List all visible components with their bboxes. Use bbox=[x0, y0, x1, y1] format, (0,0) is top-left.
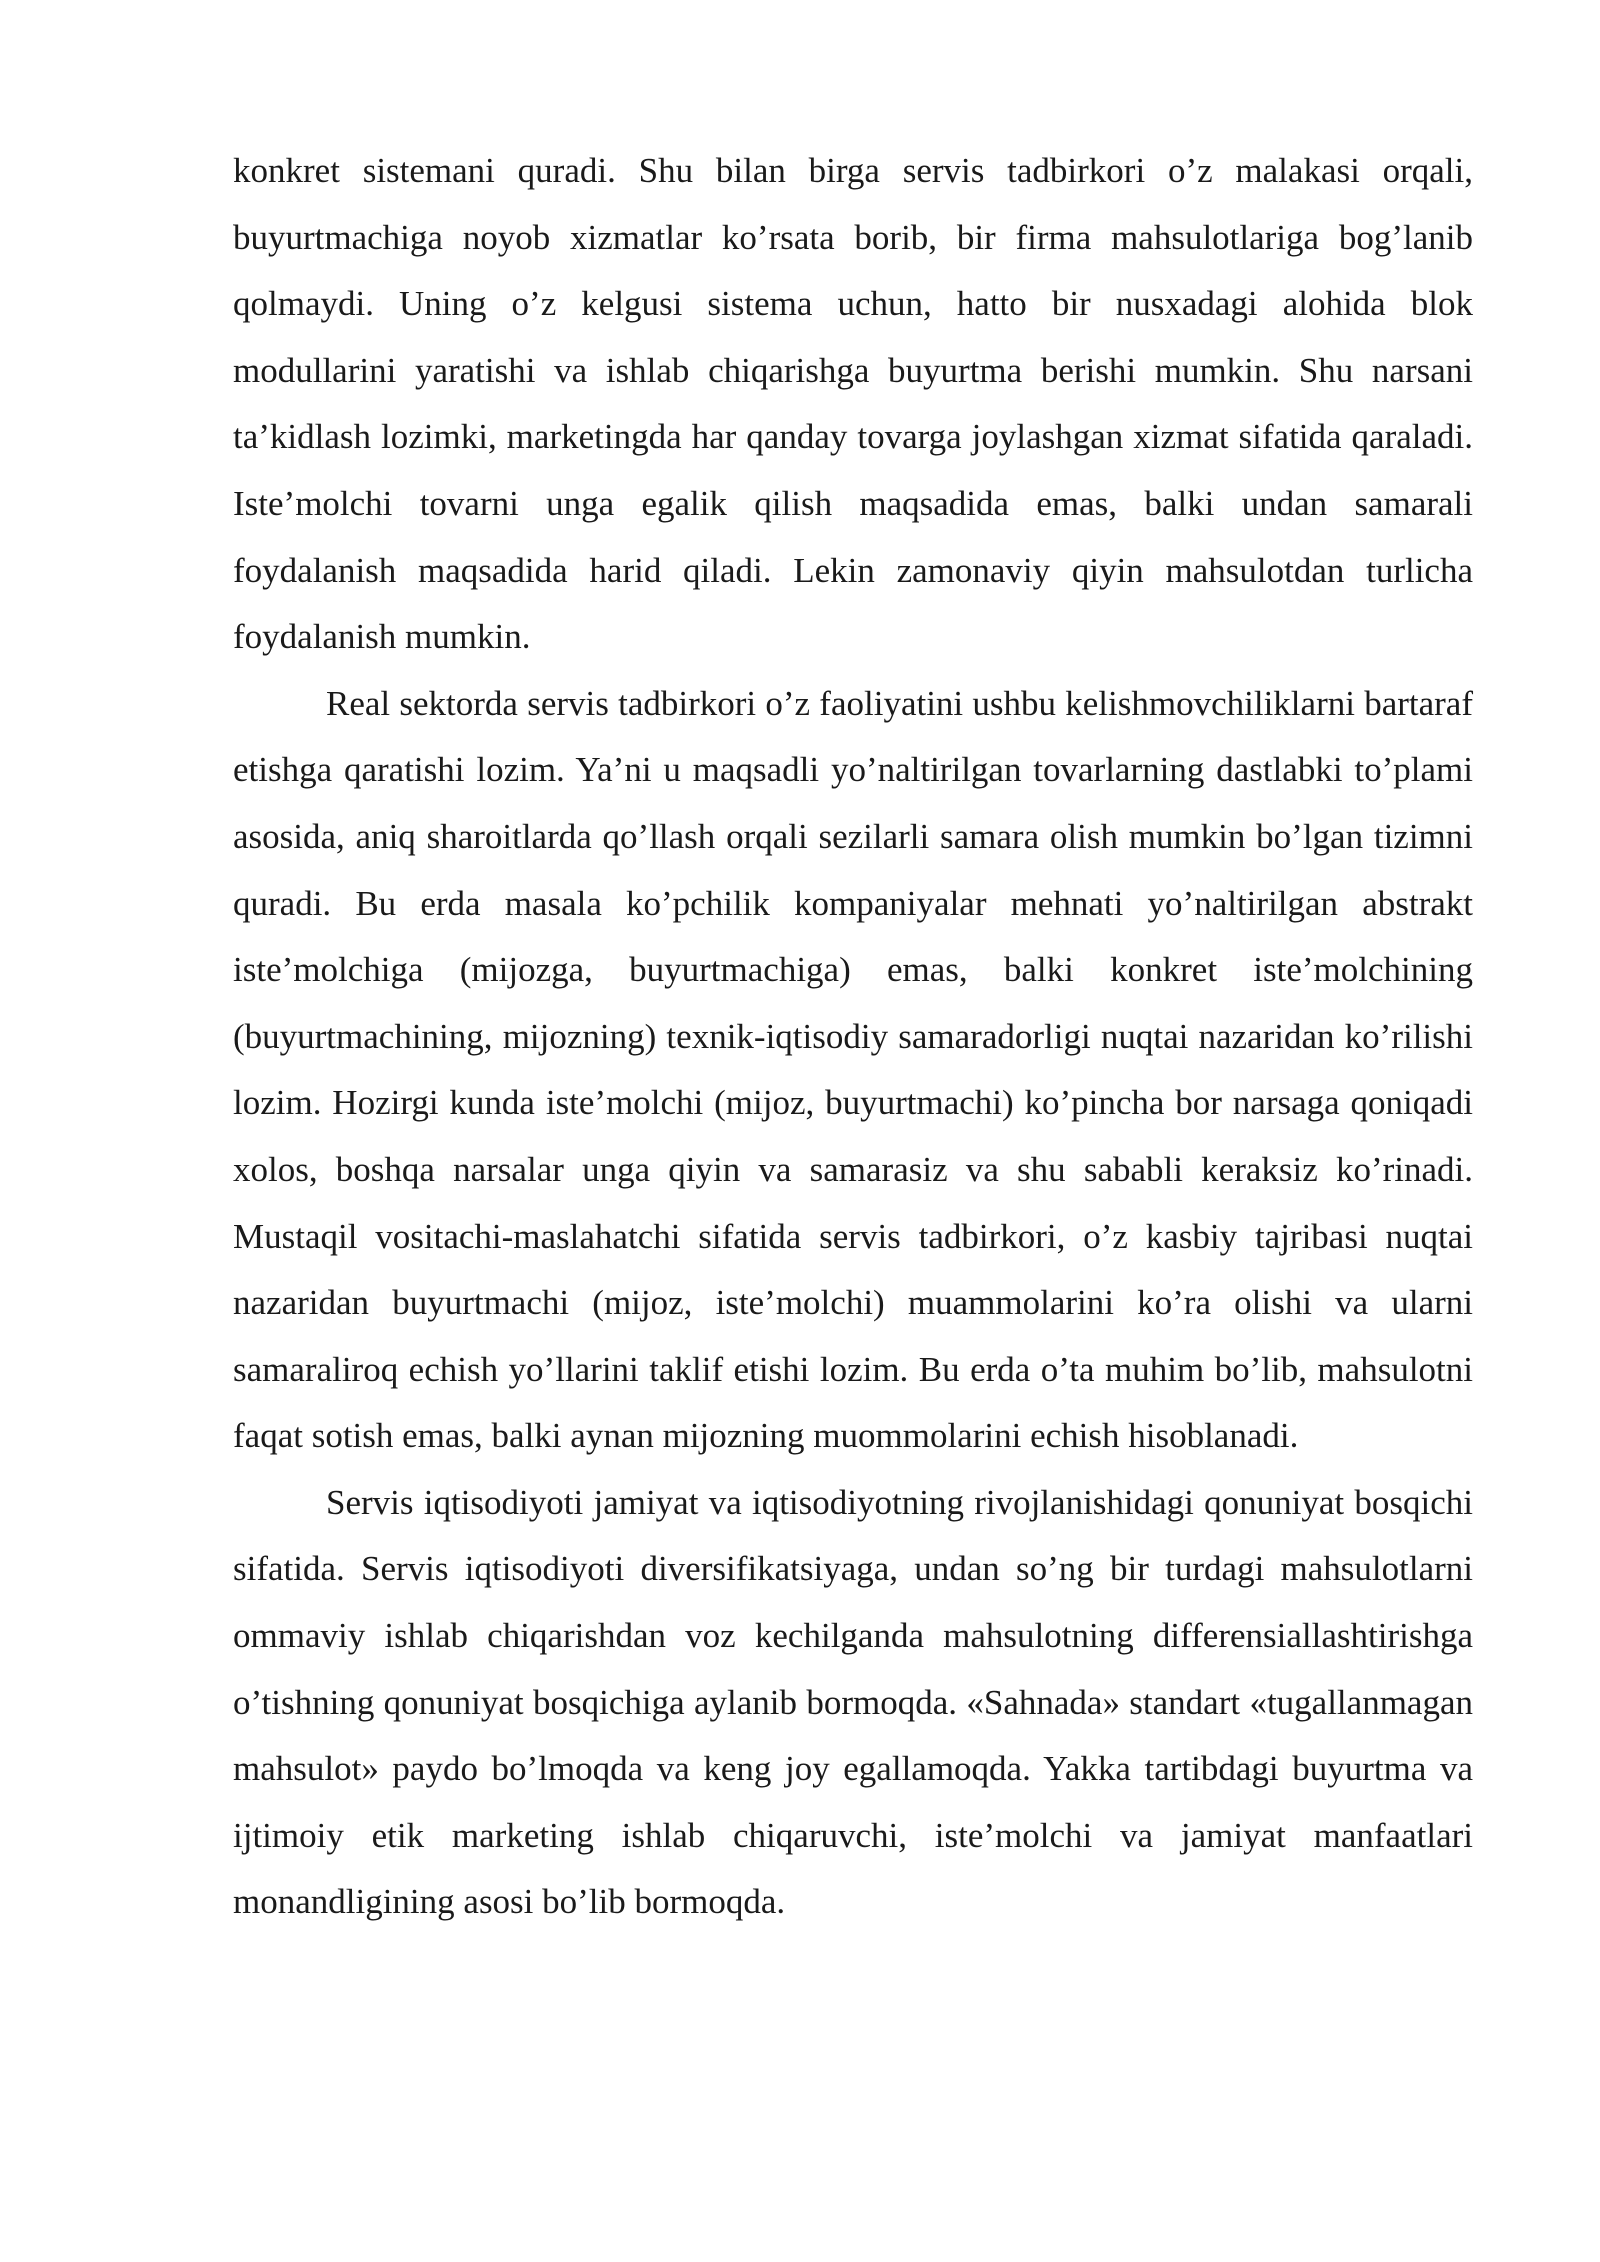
paragraph-service-economy: Servis iqtisodiyoti jamiyat va iqtisodiyotning rivojlanishidagi qonuniyat bosqichi sifatida. Servis iqtisodiyoti diversifikatsiyaga, undan so’ng bir turdagi mahsulotlarni ommaviy ishlab chiqarishdan voz kechilganda mahsulotning differensiallashtirishga o’tishning qonuniyat bosqichiga aylanib bormoqda. «Sahnada» standart «tugallanmagan mahsulot» paydo bo’lmoqda va keng joy egallamoqda. Yakka tartibdagi buyurtma va ijtimoiy etik marketing ishlab chiqaruvchi, iste’molchi va jamiyat manfaatlari monandligining asosi bo’lib bormoqda. bbox=[233, 1482, 1473, 1922]
paragraph-real-sector: Real sektorda servis tadbirkori o’z faoliyatini ushbu kelishmovchiliklarni bartaraf etishga qaratishi lozim. Ya’ni u maqsadli yo’naltirilgan tovarlarning dastlabki to’plami asosida, aniq sharoitlarda qo’llash orqali sezilarli samara olish mumkin bo’lgan tizimni quradi. Bu erda masala ko’pchilik kompaniyalar mehnati yo’naltirilgan abstrakt iste’molchiga (mijozga, buyurtmachiga) emas, balki konkret iste’molchining (buyurtmachining, mijozning) texnik-iqtisodiy samaradorligi nuqtai nazaridan ko’rilishi lozim. Hozirgi kunda iste’molchi (mijoz, buyurtmachi) ko’pincha bor narsaga qoniqadi xolos, boshqa narsalar unga qiyin va samarasiz va shu sababli keraksiz ko’rinadi. Mustaqil vositachi-maslahatchi sifatida servis tadbirkori, o’z kasbiy tajribasi nuqtai nazaridan buyurtmachi (mijoz, iste’molchi) muammolarini ko’ra olishi va ularni samaraliroq echish yo’llarini taklif etishi lozim. Bu erda o’ta muhim bo’lib, mahsulotni faqat sotish emas, balki aynan mijozning muommolarini echish hisoblanadi. bbox=[233, 683, 1473, 1456]
document-page bbox=[233, 138, 1473, 1936]
paragraph-continuation: konkret sistemani quradi. Shu bilan birga servis tadbirkori o’z malakasi orqali, buyurtmachiga noyob xizmatlar ko’rsata borib, bir firma mahsulotlariga bog’lanib qolmaydi. Uning o’z kelgusi sistema uchun, hatto bir nusxadagi alohida blok modullarini yaratishi va ishlab chiqarishga buyurtma berishi mumkin. Shu narsani ta’kidlash lozimki, marketingda har qanday tovarga joylashgan xizmat sifatida qaraladi. Iste’molchi tovarni unga egalik qilish maqsadida emas, balki undan samarali foydalanish maqsadida harid qiladi. Lekin zamonaviy qiyin mahsulotdan turlicha foydalanish mumkin. bbox=[233, 151, 1473, 657]
